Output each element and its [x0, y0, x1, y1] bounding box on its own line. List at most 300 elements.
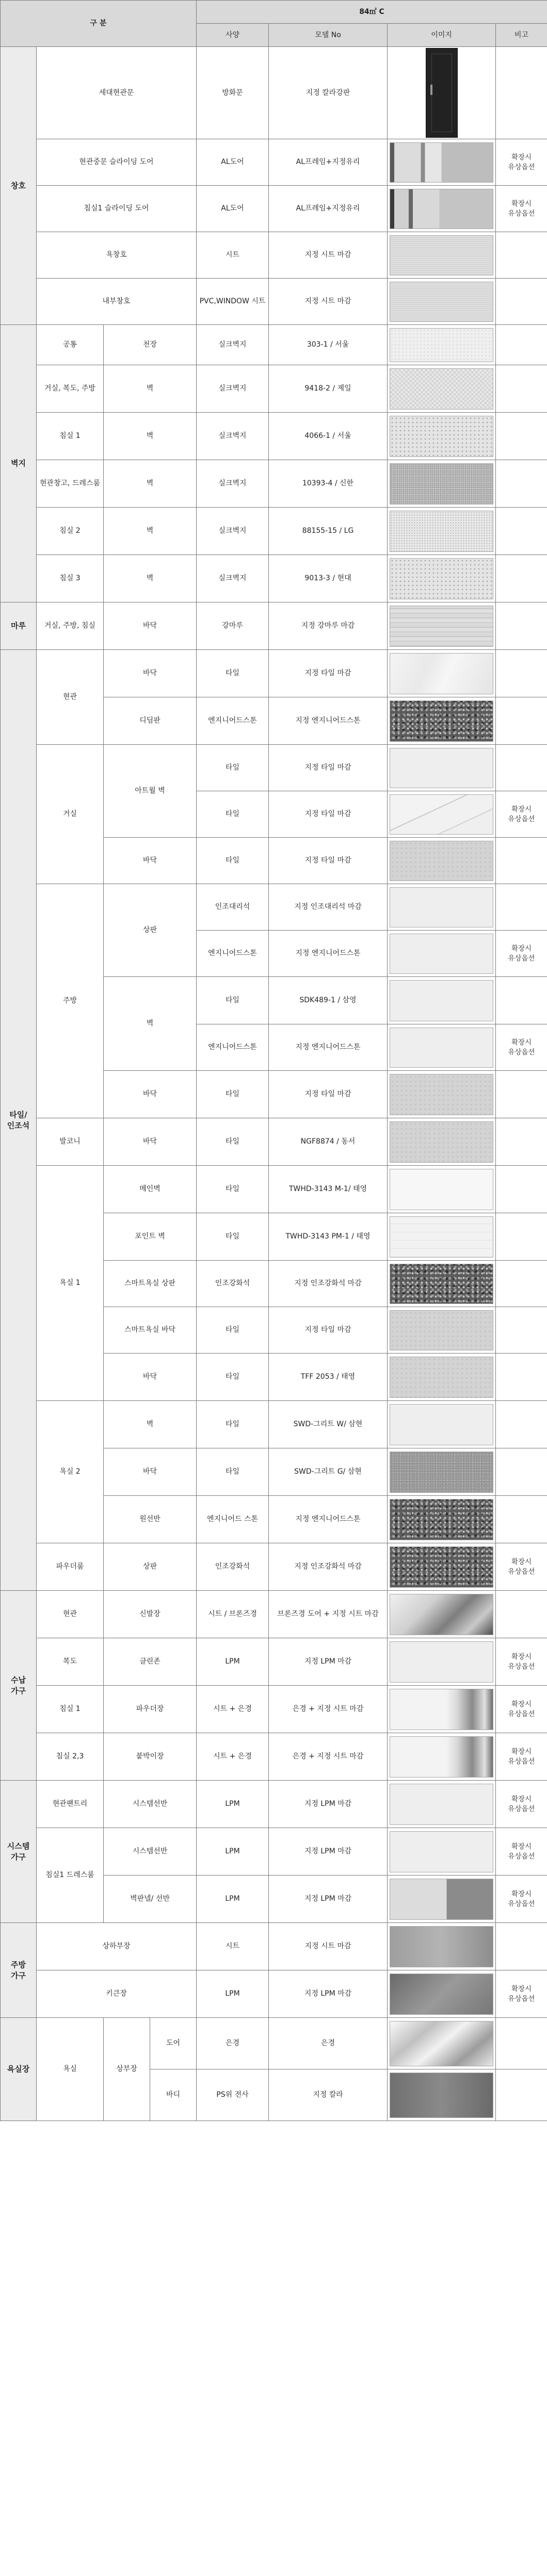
- image-cell: [388, 279, 496, 325]
- note-cell: [496, 1401, 547, 1448]
- location-cell: 현관창고, 드레스룸: [37, 460, 104, 508]
- category-storage: 수납 가구: [1, 1591, 37, 1781]
- location-cell: 복도: [37, 1638, 104, 1686]
- note-cell: 확장시 유상옵션: [496, 1543, 547, 1591]
- model-cell: 303-1 / 서울: [269, 325, 388, 365]
- location-cell: 붙박이장: [104, 1733, 197, 1781]
- table-row: [1, 1118, 547, 1166]
- location-cell: 도어: [150, 2018, 197, 2069]
- material-swatch: [390, 416, 493, 457]
- image-cell: [388, 1496, 496, 1543]
- location-cell: 메인벽: [104, 1166, 197, 1213]
- material-swatch: [390, 1594, 493, 1635]
- material-swatch: [390, 1074, 493, 1115]
- spec-cell: 엔지니어드스톤: [197, 697, 269, 745]
- model-cell: 지정 타일 마감: [269, 791, 388, 838]
- model-cell: 브론즈경 도어 + 지정 시트 마감: [269, 1591, 388, 1638]
- spec-cell: 타일: [197, 745, 269, 791]
- note-cell: [496, 1261, 547, 1307]
- material-swatch: [390, 700, 493, 742]
- image-cell: [388, 931, 496, 977]
- location-cell: 원선반: [104, 1496, 197, 1543]
- image-cell: [388, 508, 496, 555]
- model-cell: 지정 엔지니어드스톤: [269, 931, 388, 977]
- note-cell: [496, 745, 547, 791]
- table-row: [1, 2018, 547, 2069]
- location-cell: 키큰장: [37, 1970, 197, 2018]
- location-cell: 천장: [104, 325, 197, 365]
- location-cell: 파우더장: [104, 1686, 197, 1733]
- model-cell: 지정 엔지니어드스톤: [269, 697, 388, 745]
- location-cell: 침실 1: [37, 1686, 104, 1733]
- model-cell: 지정 시트 마감: [269, 1923, 388, 1970]
- spec-cell: 타일: [197, 1401, 269, 1448]
- model-cell: 지정 타일 마감: [269, 838, 388, 884]
- image-cell: [388, 745, 496, 791]
- model-cell: AL프레임+지정유리: [269, 186, 388, 232]
- note-cell: [496, 1448, 547, 1496]
- model-cell: 지정 시트 마감: [269, 279, 388, 325]
- model-cell: 지정 인조강화석 마감: [269, 1543, 388, 1591]
- table-row: [1, 365, 547, 413]
- image-cell: [388, 1828, 496, 1876]
- category-window: 창호: [1, 47, 37, 325]
- category-kitchen: 주방 가구: [1, 1923, 37, 2018]
- location-cell: 상하부장: [37, 1923, 197, 1970]
- table-row: [1, 1166, 547, 1213]
- header-category: 구 분: [1, 1, 197, 47]
- image-cell: [388, 1261, 496, 1307]
- header-col-image: 이미지: [388, 24, 496, 47]
- material-swatch: [390, 1974, 493, 2015]
- location-cell: 욕실 1: [37, 1166, 104, 1401]
- material-swatch: [390, 1831, 493, 1872]
- model-cell: 10393-4 / 신한: [269, 460, 388, 508]
- model-cell: TFF 2053 / 태영: [269, 1354, 388, 1401]
- note-cell: [496, 884, 547, 931]
- material-swatch: [390, 1689, 493, 1730]
- table-row: [1, 325, 547, 365]
- image-cell: [388, 1781, 496, 1828]
- spec-cell: 타일: [197, 1118, 269, 1166]
- image-cell: [388, 47, 496, 139]
- table-row: [1, 508, 547, 555]
- location-cell: 침실 1: [37, 413, 104, 460]
- image-cell: [388, 1638, 496, 1686]
- note-cell: [496, 650, 547, 697]
- location-cell: 신발장: [104, 1591, 197, 1638]
- location-cell: 스마트욕실 바닥: [104, 1307, 197, 1354]
- table-row: [1, 745, 547, 791]
- spec-cell: 실크벽지: [197, 508, 269, 555]
- location-cell: 포인트 벽: [104, 1213, 197, 1261]
- image-cell: [388, 2069, 496, 2121]
- image-cell: [388, 1923, 496, 1970]
- spec-cell: 타일: [197, 1071, 269, 1118]
- table-row: [1, 1781, 547, 1828]
- location-cell: 바닥: [104, 1448, 197, 1496]
- note-cell: 확장시 유상옵션: [496, 1024, 547, 1071]
- material-swatch: [390, 463, 493, 504]
- model-cell: TWHD-3143 PM-1 / 태영: [269, 1213, 388, 1261]
- model-cell: TWHD-3143 M-1/ 태영: [269, 1166, 388, 1213]
- location-cell: 욕창호: [37, 232, 197, 279]
- location-cell: 현관팬트리: [37, 1781, 104, 1828]
- location-cell: 침실 2: [37, 508, 104, 555]
- image-cell: [388, 697, 496, 745]
- table-row: [1, 1828, 547, 1876]
- model-cell: 지정 LPM 마감: [269, 1970, 388, 2018]
- model-cell: 지정 LPM 마감: [269, 1781, 388, 1828]
- note-cell: [496, 279, 547, 325]
- note-cell: [496, 47, 547, 139]
- image-cell: [388, 650, 496, 697]
- table-row: [1, 1638, 547, 1686]
- material-swatch: [390, 841, 493, 881]
- table-row: [1, 884, 547, 931]
- note-cell: [496, 365, 547, 413]
- spec-cell: 타일: [197, 1354, 269, 1401]
- material-swatch: [390, 2073, 493, 2118]
- spec-cell: 시트 / 브론즈경: [197, 1591, 269, 1638]
- spec-cell: 엔지니어드 스톤: [197, 1496, 269, 1543]
- image-cell: [388, 1213, 496, 1261]
- location-cell: 벽: [104, 977, 197, 1071]
- model-cell: 지정 칼라: [269, 2069, 388, 2121]
- location-cell: 파우더룸: [37, 1543, 104, 1591]
- material-swatch: [390, 1404, 493, 1445]
- image-cell: [388, 325, 496, 365]
- note-cell: 확장시 유상옵션: [496, 791, 547, 838]
- note-cell: [496, 232, 547, 279]
- model-cell: 9418-2 / 제일: [269, 365, 388, 413]
- spec-cell: 타일: [197, 1307, 269, 1354]
- location-cell: 침실1 드레스룸: [37, 1828, 104, 1923]
- note-cell: [496, 1071, 547, 1118]
- spec-cell: AL도어: [197, 139, 269, 186]
- location-cell: 욕실: [37, 2018, 104, 2121]
- spec-cell: 타일: [197, 838, 269, 884]
- model-cell: 지정 강마루 마감: [269, 602, 388, 650]
- location-cell: 주방: [37, 884, 104, 1118]
- image-cell: [388, 1118, 496, 1166]
- note-cell: [496, 602, 547, 650]
- location-cell: 바디: [150, 2069, 197, 2121]
- table-row: [1, 1543, 547, 1591]
- spec-cell: LPM: [197, 1638, 269, 1686]
- spec-cell: 타일: [197, 791, 269, 838]
- material-swatch: [390, 934, 493, 974]
- material-swatch: [390, 1028, 493, 1068]
- note-cell: [496, 838, 547, 884]
- note-cell: 확장시 유상옵션: [496, 1781, 547, 1828]
- table-row: [1, 1970, 547, 2018]
- location-cell: 거실, 주방, 침실: [37, 602, 104, 650]
- category-wall: 벽지: [1, 325, 37, 602]
- material-swatch: [390, 1169, 493, 1210]
- spec-cell: LPM: [197, 1876, 269, 1923]
- note-cell: [496, 1923, 547, 1970]
- note-cell: [496, 555, 547, 602]
- note-cell: [496, 1591, 547, 1638]
- material-swatch: [390, 142, 493, 183]
- spec-cell: 강마루: [197, 602, 269, 650]
- spec-cell: 타일: [197, 650, 269, 697]
- image-cell: [388, 791, 496, 838]
- image-cell: [388, 1166, 496, 1213]
- model-cell: SWD-그리트 G/ 삼현: [269, 1448, 388, 1496]
- spec-cell: 방화문: [197, 47, 269, 139]
- model-cell: 지정 LPM 마감: [269, 1638, 388, 1686]
- spec-cell: 시트 + 은경: [197, 1686, 269, 1733]
- spec-cell: 인조대리석: [197, 884, 269, 931]
- location-cell: 바닥: [104, 1354, 197, 1401]
- note-cell: 확장시 유상옵션: [496, 1970, 547, 2018]
- location-cell: 현관: [37, 1591, 104, 1638]
- material-swatch: [390, 980, 493, 1021]
- location-cell: 시스템선반: [104, 1828, 197, 1876]
- note-cell: [496, 1118, 547, 1166]
- material-swatch: [390, 606, 493, 647]
- spec-cell: 타일: [197, 1166, 269, 1213]
- location-cell: 상부장: [104, 2018, 150, 2121]
- model-cell: 은경 + 지정 시트 마감: [269, 1733, 388, 1781]
- model-cell: 지정 엔지니어드스톤: [269, 1024, 388, 1071]
- location-cell: 공통: [37, 325, 104, 365]
- table-row: [1, 279, 547, 325]
- image-cell: [388, 460, 496, 508]
- location-cell: 벽: [104, 460, 197, 508]
- table-row: [1, 1733, 547, 1781]
- material-swatch: [390, 794, 493, 835]
- image-cell: [388, 1591, 496, 1638]
- material-swatch: [390, 1736, 493, 1778]
- image-cell: [388, 413, 496, 460]
- spec-cell: 은경: [197, 2018, 269, 2069]
- spec-cell: PS위 전사: [197, 2069, 269, 2121]
- spec-cell: 시트: [197, 1923, 269, 1970]
- note-cell: [496, 697, 547, 745]
- model-cell: 9013-3 / 현대: [269, 555, 388, 602]
- note-cell: 확장시 유상옵션: [496, 186, 547, 232]
- spec-cell: LPM: [197, 1828, 269, 1876]
- spec-cell: 엔지니어드스톤: [197, 931, 269, 977]
- location-cell: 상판: [104, 1543, 197, 1591]
- spec-cell: 인조강화석: [197, 1261, 269, 1307]
- location-cell: 내부창호: [37, 279, 197, 325]
- model-cell: 지정 타일 마감: [269, 745, 388, 791]
- model-cell: 지정 LPM 마감: [269, 1876, 388, 1923]
- image-cell: [388, 1307, 496, 1354]
- image-cell: [388, 1543, 496, 1591]
- table-row: [1, 602, 547, 650]
- location-cell: 발코니: [37, 1118, 104, 1166]
- material-swatch: [390, 1452, 493, 1493]
- material-swatch: [426, 48, 458, 138]
- location-cell: 침실 2,3: [37, 1733, 104, 1781]
- note-cell: 확장시 유상옵션: [496, 1638, 547, 1686]
- image-cell: [388, 232, 496, 279]
- material-swatch: [390, 235, 493, 275]
- note-cell: 확장시 유상옵션: [496, 1733, 547, 1781]
- image-cell: [388, 139, 496, 186]
- image-cell: [388, 977, 496, 1024]
- material-swatch: [390, 558, 493, 599]
- note-cell: [496, 977, 547, 1024]
- location-cell: 벽: [104, 365, 197, 413]
- table-row: [1, 1686, 547, 1733]
- note-cell: [496, 1496, 547, 1543]
- image-cell: [388, 1686, 496, 1733]
- note-cell: [496, 508, 547, 555]
- note-cell: 확장시 유상옵션: [496, 139, 547, 186]
- location-cell: 바닥: [104, 650, 197, 697]
- model-cell: 은경: [269, 2018, 388, 2069]
- model-cell: 은경 + 지정 시트 마감: [269, 1686, 388, 1733]
- material-swatch: [390, 1499, 493, 1540]
- image-cell: [388, 2018, 496, 2069]
- location-cell: 벽: [104, 1401, 197, 1448]
- image-cell: [388, 186, 496, 232]
- note-cell: 확장시 유상옵션: [496, 1828, 547, 1876]
- material-swatch: [390, 1264, 493, 1304]
- location-cell: 벽: [104, 555, 197, 602]
- image-cell: [388, 1876, 496, 1923]
- header-col-note: 비고: [496, 24, 547, 47]
- location-cell: 스마트욕실 상판: [104, 1261, 197, 1307]
- model-cell: 지정 시트 마감: [269, 232, 388, 279]
- location-cell: 디딤판: [104, 697, 197, 745]
- material-swatch: [390, 2021, 493, 2066]
- table-row: [1, 232, 547, 279]
- location-cell: 침실1 슬라이딩 도어: [37, 186, 197, 232]
- material-swatch: [390, 1784, 493, 1825]
- model-cell: 지정 타일 마감: [269, 1307, 388, 1354]
- model-cell: 지정 타일 마감: [269, 1071, 388, 1118]
- material-swatch: [390, 368, 493, 410]
- spec-cell: LPM: [197, 1781, 269, 1828]
- note-cell: [496, 325, 547, 365]
- table-row: [1, 139, 547, 186]
- note-cell: [496, 1307, 547, 1354]
- location-cell: 상판: [104, 884, 197, 977]
- spec-cell: 실크벽지: [197, 365, 269, 413]
- location-cell: 벽판넬/ 선반: [104, 1876, 197, 1923]
- header-col-spec: 사양: [197, 24, 269, 47]
- spec-cell: LPM: [197, 1970, 269, 2018]
- image-cell: [388, 1024, 496, 1071]
- location-cell: 시스템선반: [104, 1781, 197, 1828]
- table-row: [1, 650, 547, 697]
- image-cell: [388, 838, 496, 884]
- material-swatch: [390, 1879, 493, 1920]
- location-cell: 침실 3: [37, 555, 104, 602]
- spec-cell: 타일: [197, 977, 269, 1024]
- image-cell: [388, 1448, 496, 1496]
- image-cell: [388, 365, 496, 413]
- note-cell: [496, 2018, 547, 2069]
- note-cell: [496, 1354, 547, 1401]
- model-cell: 지정 타일 마감: [269, 650, 388, 697]
- note-cell: [496, 413, 547, 460]
- model-cell: 지정 인조강화석 마감: [269, 1261, 388, 1307]
- material-swatch: [390, 1546, 493, 1588]
- location-cell: 거실, 복도, 주방: [37, 365, 104, 413]
- model-cell: SWD-그리트 W/ 삼현: [269, 1401, 388, 1448]
- table-row: [1, 460, 547, 508]
- note-cell: [496, 460, 547, 508]
- spec-cell: 시트: [197, 232, 269, 279]
- material-swatch: [390, 1310, 493, 1350]
- category-system: 시스템 가구: [1, 1781, 37, 1923]
- location-cell: 현관중문 슬라이딩 도어: [37, 139, 197, 186]
- location-cell: 현관: [37, 650, 104, 745]
- material-swatch: [390, 1641, 493, 1683]
- table-row: [1, 1401, 547, 1448]
- note-cell: [496, 2069, 547, 2121]
- note-cell: [496, 1213, 547, 1261]
- note-cell: [496, 1166, 547, 1213]
- material-swatch: [390, 328, 493, 362]
- note-cell: 확장시 유상옵션: [496, 1876, 547, 1923]
- table-row: [1, 186, 547, 232]
- spec-cell: 시트 + 은경: [197, 1733, 269, 1781]
- model-cell: 지정 엔지니어드스톤: [269, 1496, 388, 1543]
- image-cell: [388, 1071, 496, 1118]
- table-row: [1, 555, 547, 602]
- material-swatch: [390, 511, 493, 552]
- location-cell: 욕실 2: [37, 1401, 104, 1543]
- model-cell: 88155-15 / LG: [269, 508, 388, 555]
- image-cell: [388, 1401, 496, 1448]
- image-cell: [388, 884, 496, 931]
- image-cell: [388, 1970, 496, 2018]
- spec-cell: 타일: [197, 1213, 269, 1261]
- table-row: [1, 413, 547, 460]
- spec-cell: 타일: [197, 1448, 269, 1496]
- spec-cell: 엔지니어드스톤: [197, 1024, 269, 1071]
- table-row: [1, 47, 547, 139]
- model-cell: AL프레임+지정유리: [269, 139, 388, 186]
- table-row: [1, 1923, 547, 1970]
- category-floor: 마루: [1, 602, 37, 650]
- image-cell: [388, 1733, 496, 1781]
- model-cell: 지정 인조대리석 마감: [269, 884, 388, 931]
- spec-cell: 인조강화석: [197, 1543, 269, 1591]
- material-swatch: [390, 653, 493, 694]
- material-swatch: [390, 282, 493, 322]
- location-cell: 바닥: [104, 1118, 197, 1166]
- location-cell: 거실: [37, 745, 104, 884]
- material-swatch: [390, 887, 493, 927]
- header-col-model: 모델 No: [269, 24, 388, 47]
- model-cell: 지정 LPM 마감: [269, 1828, 388, 1876]
- spec-cell: 실크벽지: [197, 413, 269, 460]
- location-cell: 세대현관문: [37, 47, 197, 139]
- note-cell: 확장시 유상옵션: [496, 931, 547, 977]
- location-cell: 바닥: [104, 838, 197, 884]
- category-bath: 욕실장: [1, 2018, 37, 2121]
- material-swatch: [390, 1216, 493, 1258]
- header-unit: 84㎡ C: [197, 1, 547, 24]
- table-row: [1, 1591, 547, 1638]
- spec-cell: 실크벽지: [197, 460, 269, 508]
- material-swatch: [390, 189, 493, 229]
- material-swatch: [390, 748, 493, 788]
- material-swatch: [390, 1926, 493, 1967]
- spec-cell: AL도어: [197, 186, 269, 232]
- model-cell: NGF8874 / 동서: [269, 1118, 388, 1166]
